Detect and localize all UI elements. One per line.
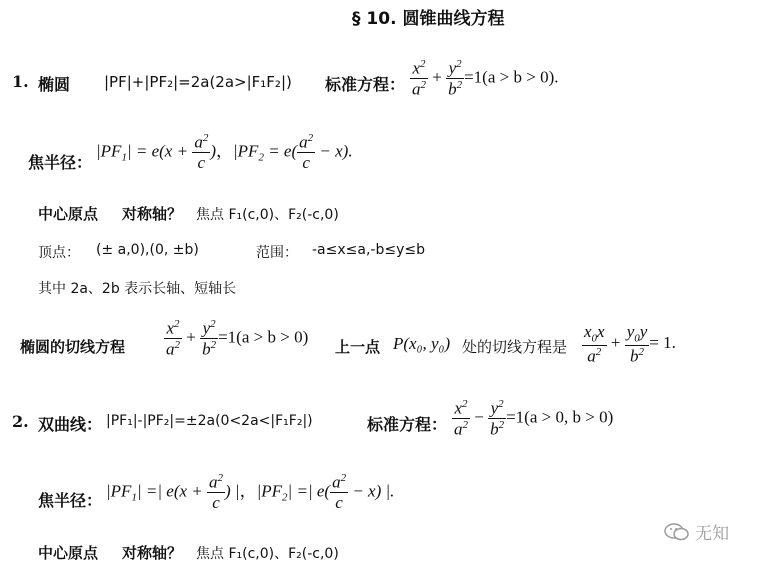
ellipse-vertex-label: 顶点： [38, 245, 80, 261]
ellipse-standard-label: 标准方程： [325, 75, 406, 94]
section-2-number: 2. [12, 412, 29, 431]
ellipse-standard-equation: $\frac{x^2}{a^2}$ + $\frac{y^2}{b^2}$ =1(a > b > 0). [412, 58, 559, 99]
section-1-number: 1. [12, 72, 29, 91]
wechat-bubble-icon [664, 522, 690, 542]
watermark [664, 519, 729, 544]
section-1-name: 椭圆 [38, 75, 71, 94]
ellipse-tangent-text-1: 上一点 [335, 338, 381, 356]
hyperbola-center-label: 中心原点 [38, 544, 99, 562]
ellipse-center-label: 中心原点 [38, 205, 99, 223]
ellipse-range-label: 范围： [256, 245, 298, 261]
ellipse-tangent-text-2: 处的切线方程是 [462, 338, 568, 356]
ellipse-tangent-equation: $\frac{x^2}{a^2}$ + $\frac{y^2}{b^2}$ =1(a > b > 0) [166, 318, 309, 359]
ellipse-tangent-label: 椭圆的切线方程 [20, 338, 126, 356]
hyperbola-definition: |PF₁|-|PF₂|=±2a(0<2a<|F₁F₂|) [106, 413, 313, 429]
hyperbola-foci: 焦点 F₁(c,0)、F₂(-c,0) [196, 546, 339, 562]
section-2-name: 双曲线： [38, 415, 103, 434]
ellipse-axis-label: 对称轴？ [122, 205, 183, 223]
ellipse-foci: 焦点 F₁(c,0)、F₂(-c,0) [196, 207, 339, 223]
hyperbola-axis-label: 对称轴？ [122, 544, 183, 562]
page-title: § 10. 圆锥曲线方程 [352, 9, 505, 29]
watermark-text: 无知 [695, 524, 730, 544]
ellipse-tangent-result: $\frac{x_0x}{a^2}$ + $\frac{y_0y}{b^2}$ = 1. [584, 322, 676, 366]
ellipse-range: -a≤x≤a,-b≤y≤b [312, 242, 425, 258]
hyperbola-standard-equation: $\frac{x^2}{a^2}$ − $\frac{y^2}{b^2}$ =1(a > 0, b > 0) [454, 398, 614, 439]
ellipse-focal-label: 焦半径： [28, 153, 93, 172]
ellipse-axes-note: 其中 2a、2b 表示长轴、短轴长 [38, 281, 237, 297]
hyperbola-focal-equation: $|PF_1|$ =| e(x + $\frac{a^2}{c}$ ) |，$|PF_2|$ =| e( $\frac{a^2}{c}$ − x) |. [106, 472, 395, 513]
hyperbola-standard-label: 标准方程： [367, 415, 448, 434]
ellipse-focal-equation: $|PF_1| = e(x$ + $\frac{a^2}{c}$ )，$|PF_2 = e$( $\frac{a^2}{c}$ − x). [96, 132, 353, 173]
ellipse-tangent-point: P(x₀, y₀) [393, 334, 451, 353]
hyperbola-focal-label: 焦半径： [38, 491, 103, 510]
ellipse-vertex: (± a,0),(0, ±b) [96, 242, 199, 258]
ellipse-definition: |PF|+|PF₂|=2a(2a>|F₁F₂|) [104, 73, 292, 91]
